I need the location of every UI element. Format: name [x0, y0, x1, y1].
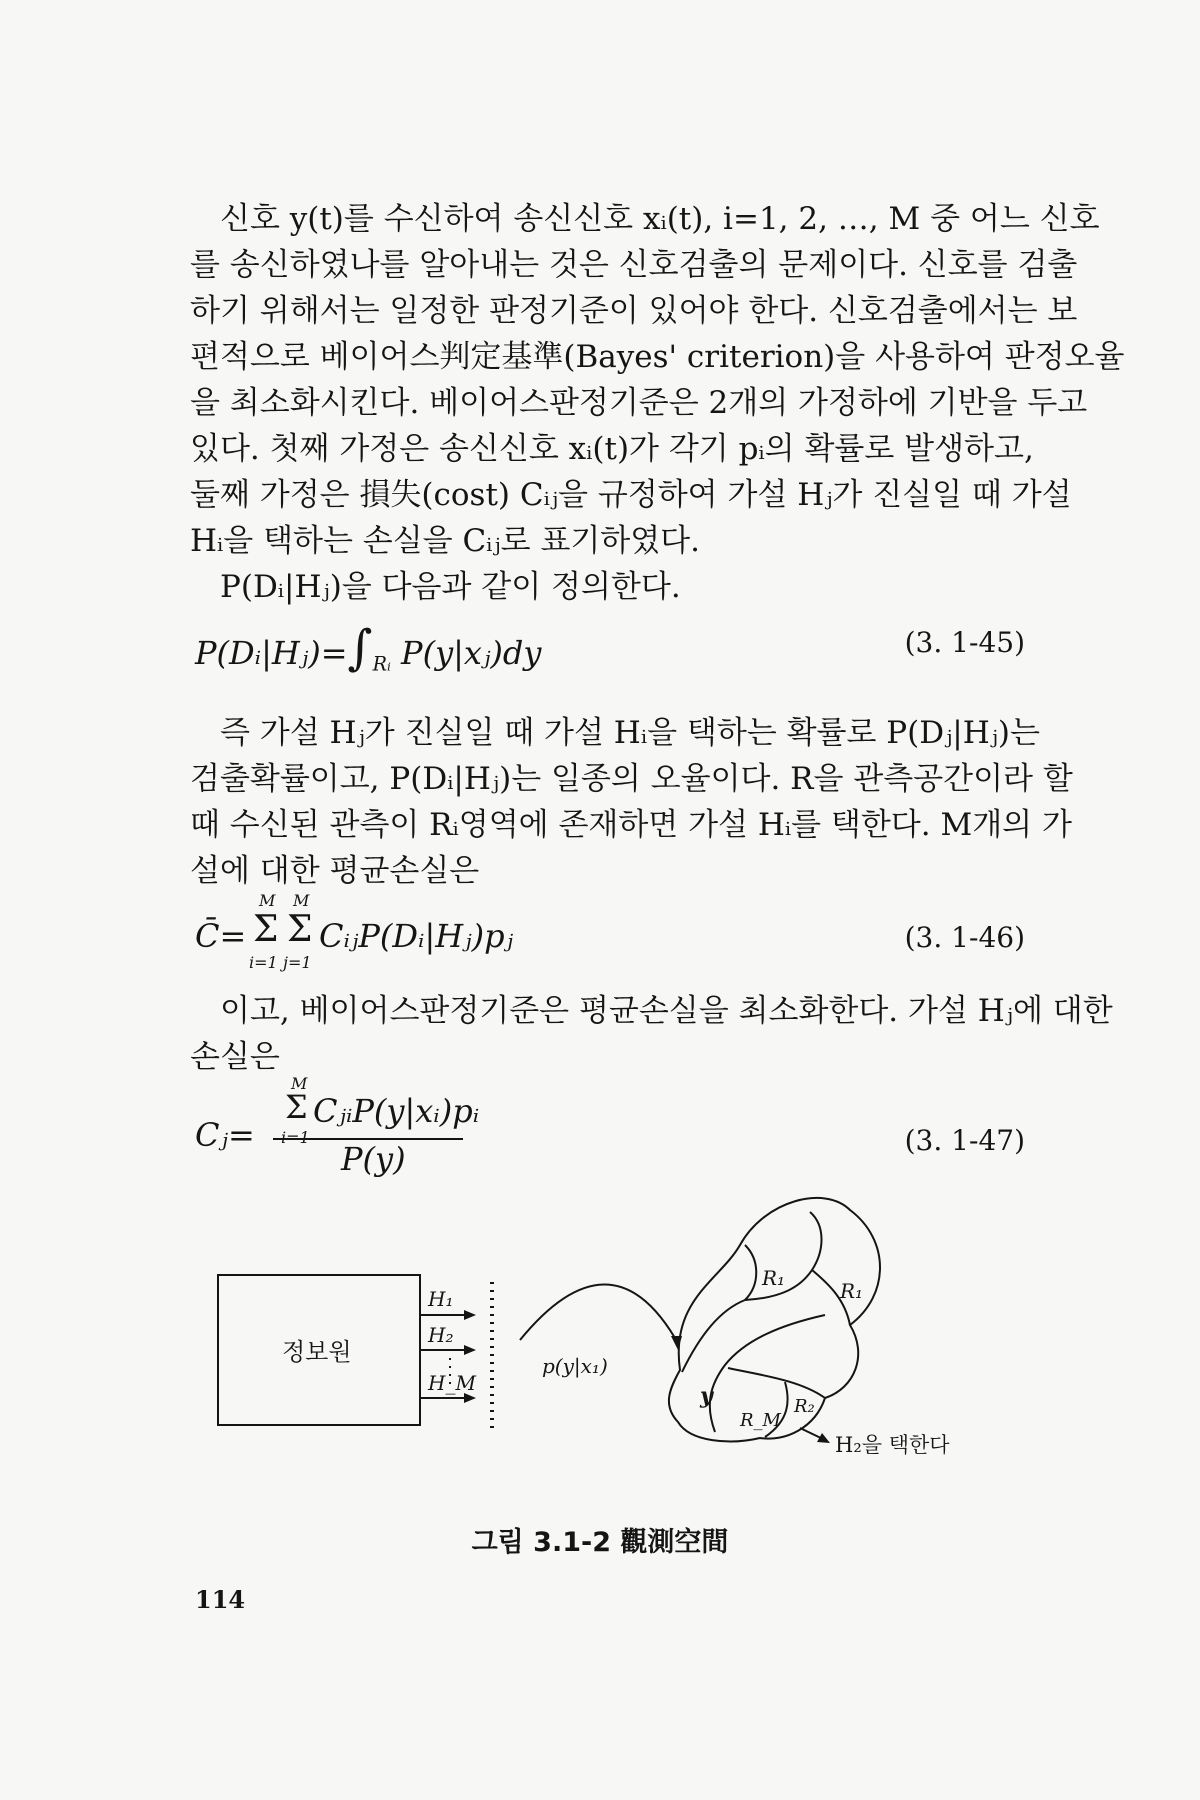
paragraph-4	[190, 988, 1113, 1080]
region-label-r1-left: R₁	[762, 1266, 786, 1290]
text-line: 때 수신된 관측이 Rᵢ영역에 존재하면 가설 Hᵢ를 택한다. M개의 가	[190, 807, 1072, 843]
text-line: 를 송신하였나를 알아내는 것은 신호검출의 문제이다. 신호를 검출	[190, 247, 1078, 283]
sum-top: M	[291, 1074, 308, 1093]
text-line: 둘째 가정은 損失(cost) Cᵢⱼ을 규정하여 가설 Hⱼ가 진실일 때 가설	[190, 477, 1072, 513]
arrowhead-h1	[464, 1310, 476, 1320]
text-line: 손실은	[190, 1039, 280, 1075]
arrow-label-h1: H₁	[428, 1287, 454, 1311]
sum-sign: Σ	[285, 1088, 308, 1126]
text-line: 을 최소화시킨다. 베이어스판정기준은 2개의 가정하에 기반을 두고	[190, 385, 1088, 421]
figure-observation-space	[200, 1190, 1020, 1520]
region-label-rm: R_M	[740, 1410, 781, 1431]
equation-lhs: C̄=	[195, 917, 247, 955]
observation-label: y	[700, 1383, 713, 1409]
region-boundary	[682, 1245, 756, 1372]
fraction-numerator: CⱼᵢP(y|xᵢ)pᵢ	[313, 1092, 480, 1130]
arrow-label-hm: H_M	[428, 1371, 476, 1395]
arrowhead-h2	[464, 1345, 476, 1355]
page-number: 114	[195, 1585, 246, 1614]
text-line: 편적으로 베이어스判定基準(Bayes' criterion)을 사용하여 판정오율	[190, 339, 1125, 375]
figure-caption: 그림 3.1-2 觀測空間	[471, 1527, 729, 1558]
text-line: 신호 y(t)를 수신하여 송신신호 xᵢ(t), i=1, 2, …, M 중 어느 신호	[220, 201, 1100, 237]
text-line: 이고, 베이어스판정기준은 평균손실을 최소화한다. 가설 Hⱼ에 대한	[220, 993, 1113, 1029]
sum-bottom: j=1	[283, 953, 312, 972]
sum-sign: Σ	[253, 909, 279, 950]
equation-3-1-47	[195, 1074, 1025, 1180]
text-line: P(Dᵢ|Hⱼ)을 다음과 같이 정의한다.	[220, 569, 681, 605]
integral-sign: ∫	[347, 620, 373, 676]
paragraph-1	[190, 196, 1125, 610]
figure-svg	[200, 1190, 1020, 1520]
channel-curve	[520, 1284, 675, 1340]
channel-label: p(y|x₁)	[542, 1354, 608, 1378]
paragraph-3	[190, 710, 1073, 894]
region-label-r1-right: R₁	[840, 1279, 864, 1303]
equation-number: (3. 1-45)	[904, 626, 1025, 659]
equation-number: (3. 1-46)	[904, 921, 1025, 954]
region-boundary	[728, 1368, 825, 1398]
equation-lhs: P(Dᵢ|Hⱼ)=	[195, 634, 348, 672]
source-label: 정보원	[282, 1338, 352, 1366]
text-line: 있다. 첫째 가정은 송신신호 xᵢ(t)가 각기 pᵢ의 확률로 발생하고,	[190, 431, 1034, 467]
arrow-label-h2: H₂	[428, 1323, 454, 1347]
equation-lhs: Cⱼ=	[195, 1116, 255, 1154]
equation-3-1-46	[195, 891, 1025, 985]
equation-3-1-45	[195, 620, 1025, 700]
sum-top: M	[259, 891, 276, 910]
equation-number: (3. 1-47)	[904, 1124, 1025, 1157]
arrowhead-channel	[671, 1336, 682, 1350]
text-line: Hᵢ을 택하는 손실을 Cᵢⱼ로 표기하였다.	[190, 523, 700, 559]
sum-bottom: i=1	[281, 1128, 310, 1147]
sum-top: M	[293, 891, 310, 910]
integral-subscript: Rᵢ	[372, 652, 391, 676]
equation-integrand: P(y|xⱼ)dy	[401, 634, 542, 672]
equation-body: CᵢⱼP(Dᵢ|Hⱼ)pⱼ	[319, 917, 514, 955]
fraction-denominator: P(y)	[341, 1140, 406, 1178]
text-line: 하기 위해서는 일정한 판정기준이 있어야 한다. 신호검출에서는 보	[190, 293, 1078, 329]
text-line: 즉 가설 Hⱼ가 진실일 때 가설 Hᵢ을 택하는 확률로 P(Dⱼ|Hⱼ)는	[220, 715, 1040, 751]
text-line: 설에 대한 평균손실은	[190, 853, 480, 889]
sum-sign: Σ	[287, 909, 313, 950]
region-label-r2: R₂	[794, 1396, 815, 1417]
sum-bottom: i=1	[249, 953, 278, 972]
decision-label: H₂을 택한다	[835, 1433, 950, 1457]
text-line: 검출확률이고, P(Dᵢ|Hⱼ)는 일종의 오율이다. R을 관측공간이라 할	[190, 761, 1073, 797]
